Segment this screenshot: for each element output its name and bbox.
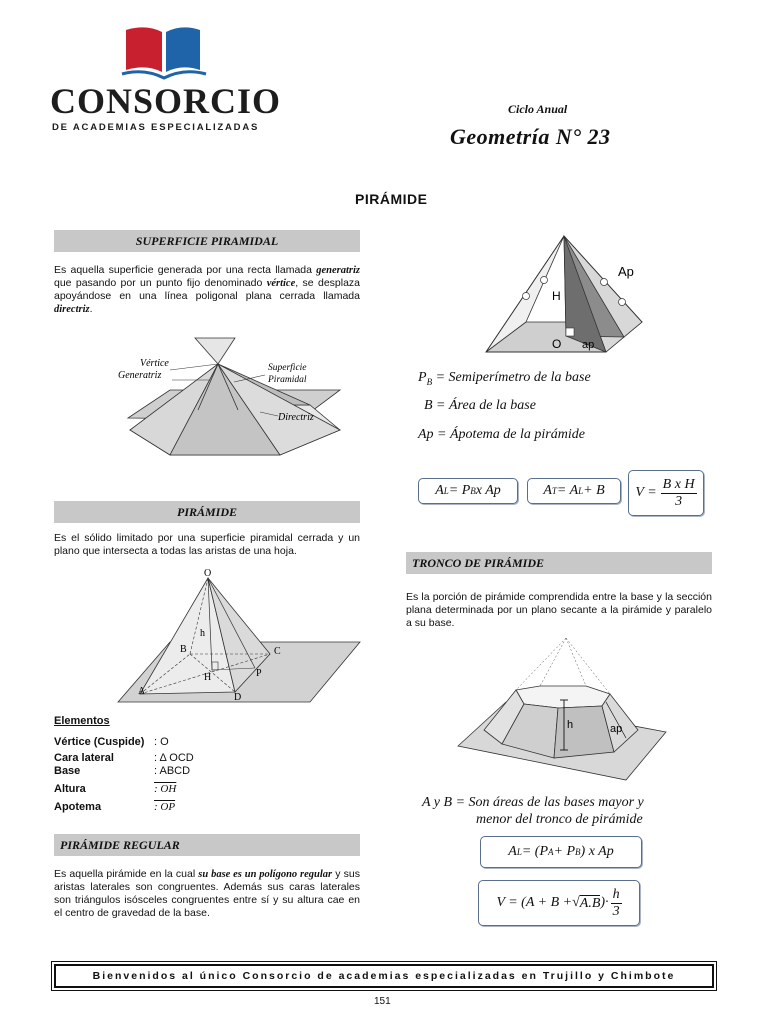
logo <box>50 22 280 137</box>
section-heading-tronco: TRONCO DE PIRÁMIDE <box>406 552 712 574</box>
section-heading-regular: PIRÁMIDE REGULAR <box>54 834 360 856</box>
label-piramidal: Piramidal <box>268 375 307 385</box>
def-ap: Ap = Ápotema de la pirámide <box>418 427 585 442</box>
superficie-piramidal-figure <box>110 330 350 470</box>
logo-subtitle: DE ACADEMIAS ESPECIALIZADAS <box>52 122 260 133</box>
piramide-figure <box>110 566 370 706</box>
formula-area-lateral: A L = P B x Ap <box>418 478 518 504</box>
label-ap-right: ap <box>582 339 595 351</box>
label-h: h <box>200 628 205 639</box>
elementos-list <box>54 734 314 815</box>
label-directriz: Directriz <box>278 412 314 423</box>
logo-word: CONSORCIO <box>50 81 282 121</box>
tronco-paragraph: Es la porción de pirámide comprendida entre la base y la sección plana determinada por un plano secante a la pirámide y paralelo a su base. <box>406 591 712 629</box>
def-b: B = Área de la base <box>424 398 536 413</box>
elemento-row: Altura : OH <box>54 783 177 795</box>
label-P: P <box>256 668 262 679</box>
formula-tronco-volumen: V = (A + B + √ A.B )· h 3 <box>478 880 640 926</box>
elemento-row: Apotema : OP <box>54 801 176 813</box>
section-heading-superficie: SUPERFICIE PIRAMIDAL <box>54 230 360 252</box>
label-C: C <box>274 646 281 657</box>
cycle-label: Ciclo Anual <box>508 102 568 116</box>
label-vertice: Vértice <box>140 358 169 369</box>
def-pb: $P_B$ = Semiperímetro de la base <box>418 370 591 387</box>
elementos-heading: Elementos <box>54 715 110 727</box>
page-title: PIRÁMIDE <box>355 191 428 207</box>
label-generatriz: Generatriz <box>118 370 162 381</box>
label-H-right: H <box>552 289 561 303</box>
piramide-paragraph: Es el sólido limitado por una superficie piramidal cerrada y un plano que intersecta a todas las aristas de una hoja. <box>54 532 360 557</box>
label-ap-tronco: ap <box>610 723 623 735</box>
tronco-areas-line1: A y B = Son áreas de las bases mayor y <box>422 795 644 810</box>
superficie-paragraph: Es aquella superficie generada por una recta llamada generatriz que pasando por un punto fijo denominado vértice, se desplaza apoyándose en una línea poligonal plana cerrada llamada directriz. <box>54 264 361 315</box>
elemento-row: Base : ABCD <box>54 765 191 777</box>
section-heading-piramide: PIRÁMIDE <box>54 501 360 523</box>
course-title: Geometría N° 23 <box>450 124 611 149</box>
formula-tronco-area-lateral: A L = (P A + P B ) x Ap <box>480 836 642 868</box>
book-logo-icon <box>50 22 280 82</box>
formula-volumen: V = $\frac{\text{B x H}}{3}$ <box>628 470 704 516</box>
label-superficie: Superficie <box>268 363 307 373</box>
label-h-tronco: h <box>567 719 574 731</box>
label-O-right: O <box>552 337 562 351</box>
elemento-row: Cara lateral : Δ OCD <box>54 752 194 764</box>
label-B: B <box>180 644 187 655</box>
regular-paragraph: Es aquella pirámide en la cual su base es un polígono regular y sus aristas laterales son congruentes. Además sus caras laterales son triángulos isósceles congruentes entre sí y su altura cae en el centro de gravedad de la base. <box>54 868 360 919</box>
label-Ap: Ap <box>618 264 634 279</box>
tronco-figure <box>454 634 670 784</box>
elemento-row: Vértice (Cuspide) : O <box>54 736 169 748</box>
tronco-areas-line2: menor del tronco de pirámide <box>476 812 643 827</box>
page-number: 151 <box>374 996 391 1007</box>
label-H: H <box>204 672 212 683</box>
label-A: A <box>138 686 146 697</box>
label-O: O <box>204 568 212 579</box>
label-D: D <box>234 692 242 703</box>
piramide-regular-figure <box>482 230 652 358</box>
footer-banner: Bienvenidos al único Consorcio de academias especializadas en Trujillo y Chimbote <box>54 964 714 988</box>
formula-area-total: A T = A L + B <box>527 478 621 504</box>
